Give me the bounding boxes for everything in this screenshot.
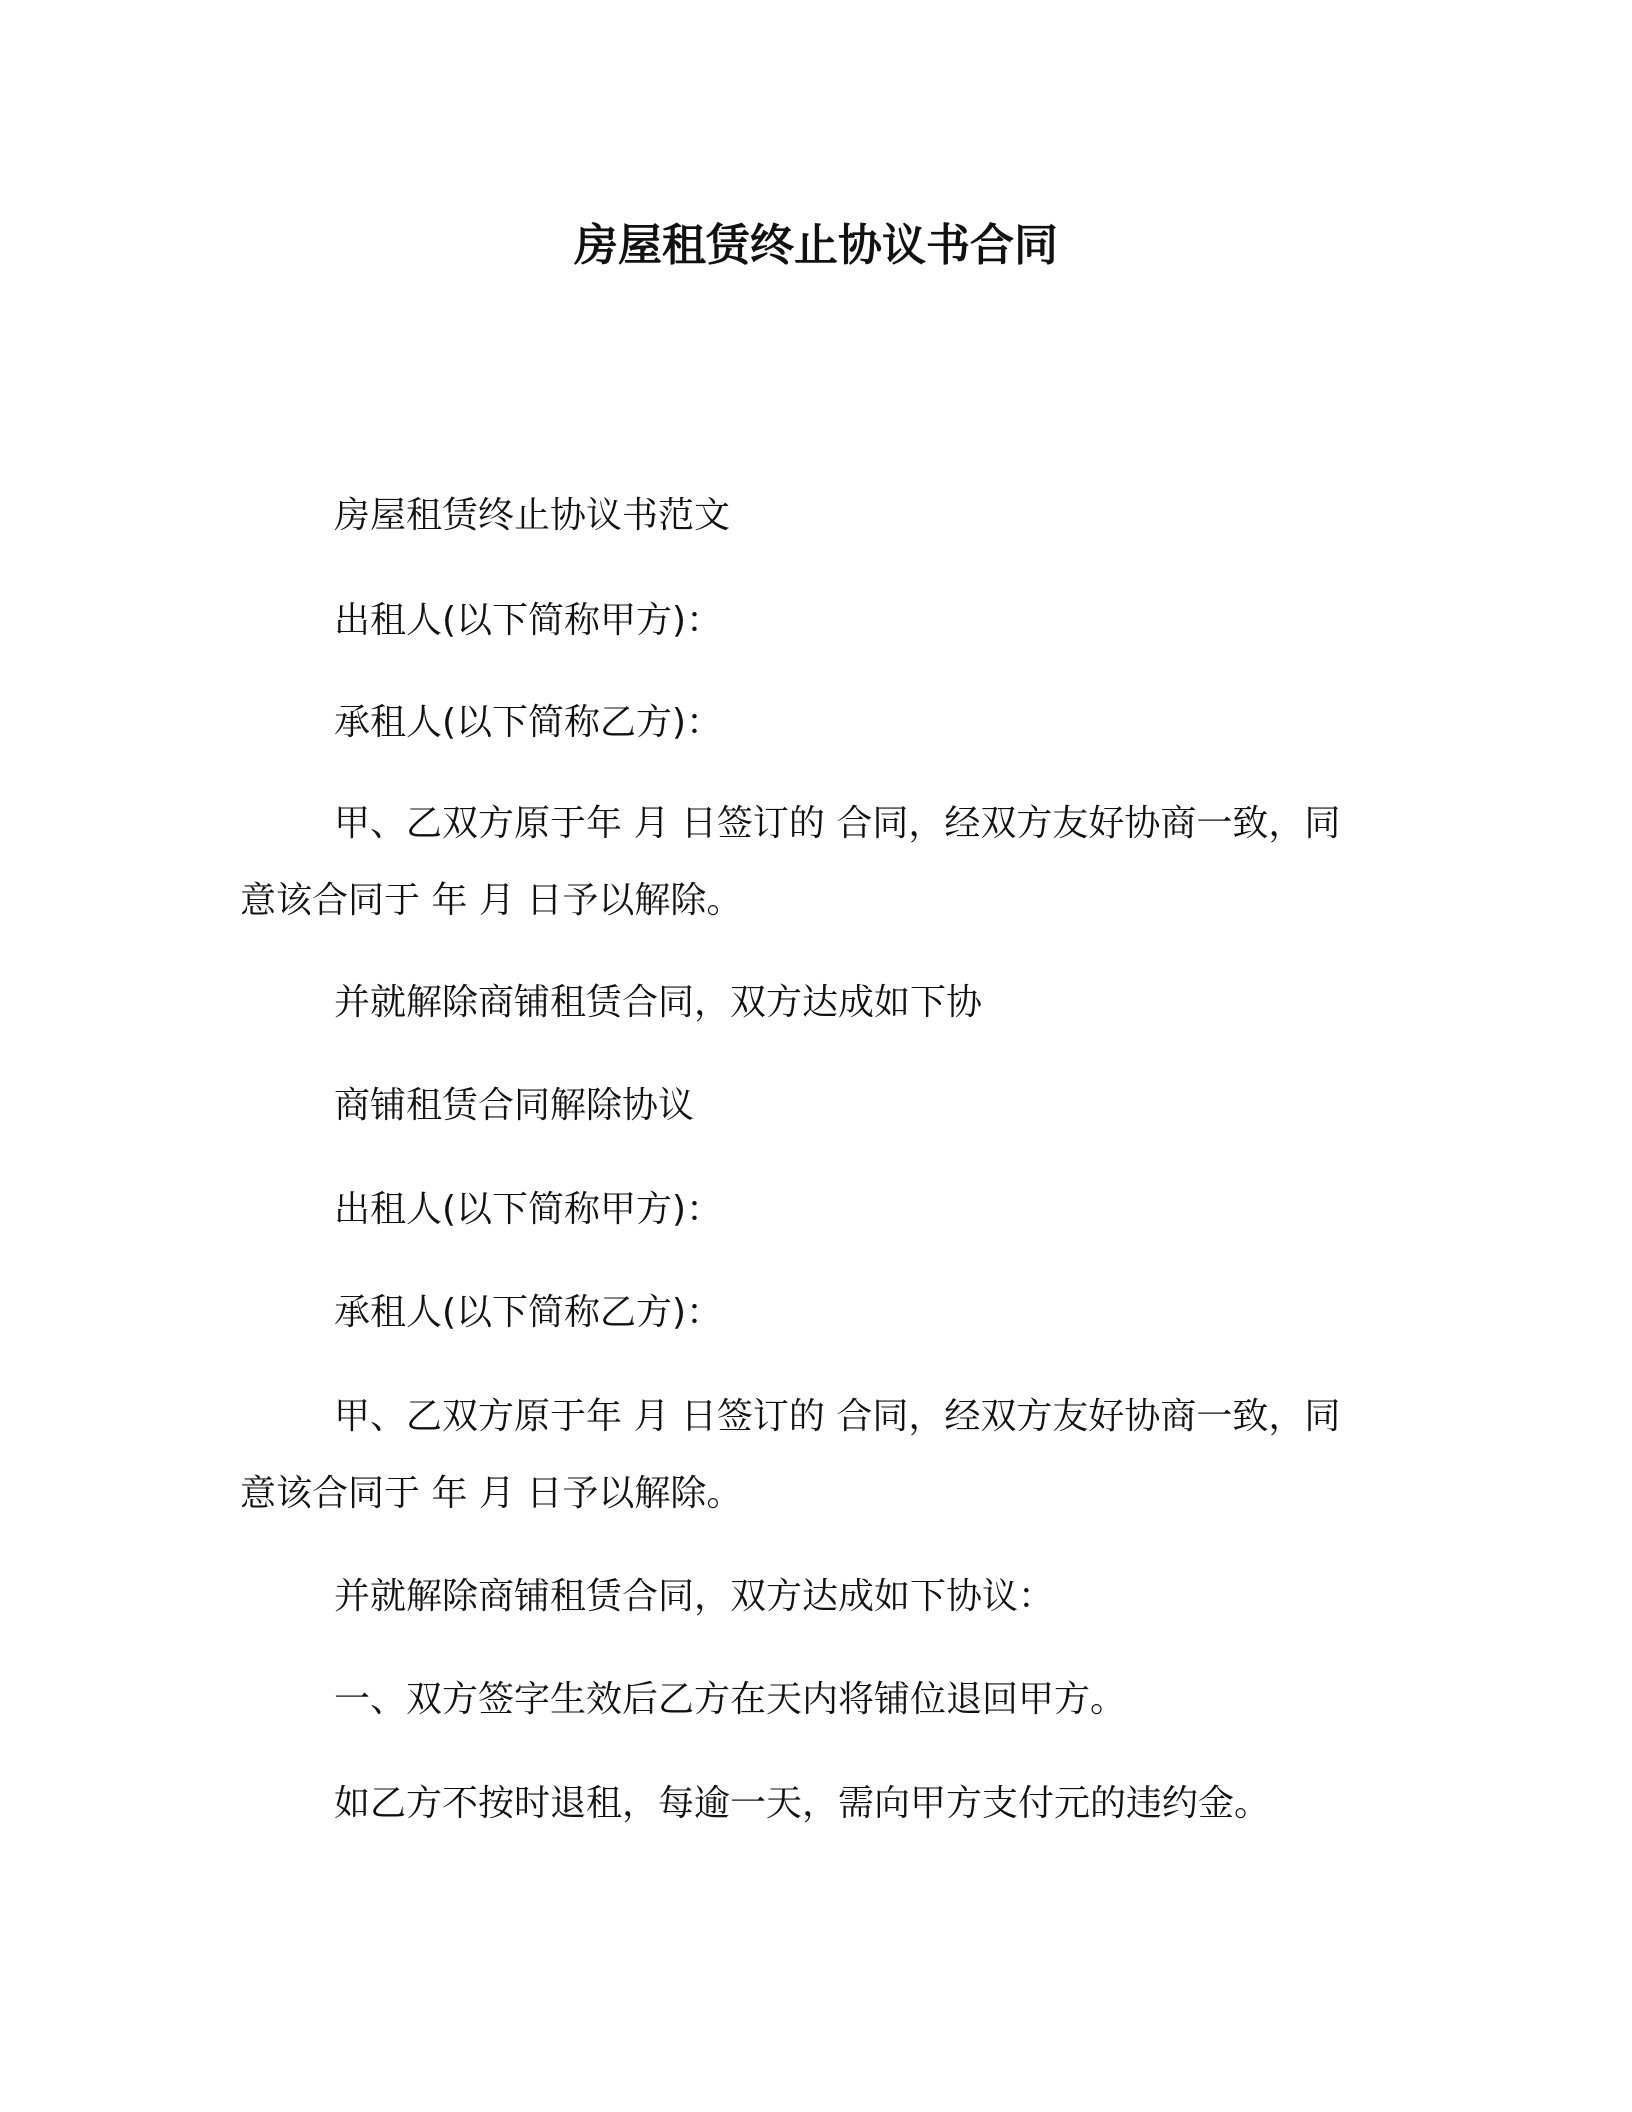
paragraph-agreement-line2 [240, 875, 1400, 927]
paragraph-text: 如乙方不按时退租，每逾一天，需向甲方支付元的违约金。 [334, 1783, 1271, 1824]
paragraph-text: 商铺租赁合同解除协议 [334, 1085, 695, 1126]
paragraph-text: 并就解除商铺租赁合同，双方达成如下协 [334, 982, 983, 1023]
paragraph-text: 承租人(以下简称乙方)： [334, 702, 723, 743]
paragraph-text: 出租人(以下简称甲方)： [334, 1189, 723, 1230]
paragraph-consensus [240, 977, 1400, 1029]
paragraph-penalty [240, 1778, 1400, 1830]
paragraph-consensus-2 [240, 1571, 1400, 1623]
paragraph-lessee-2 [240, 1287, 1400, 1339]
paragraph-lessee [240, 697, 1400, 749]
paragraph-text: 甲、乙双方原于年 月 日签订的 合同，经双方友好协商一致，同 [334, 803, 1341, 844]
paragraph-text: 意该合同于 年 月 日予以解除。 [240, 880, 743, 921]
paragraph-text: 承租人(以下简称乙方)： [334, 1292, 723, 1333]
paragraph-lessor [240, 595, 1400, 647]
paragraph-lessor-2 [240, 1184, 1400, 1236]
paragraph-text: 意该合同于 年 月 日予以解除。 [240, 1473, 743, 1514]
paragraph-text: 并就解除商铺租赁合同，双方达成如下协议： [334, 1576, 1055, 1617]
paragraph-clause-1 [240, 1674, 1400, 1726]
paragraph-text: 甲、乙双方原于年 月 日签订的 合同，经双方友好协商一致，同 [334, 1396, 1341, 1437]
paragraph-subheading [240, 1080, 1400, 1132]
paragraph-heading [240, 490, 1400, 542]
paragraph-text: 一、双方签字生效后乙方在天内将铺位退回甲方。 [334, 1679, 1127, 1720]
paragraph-agreement-line1 [240, 798, 1400, 850]
paragraph-agreement-2-line1 [240, 1391, 1400, 1443]
paragraph-agreement-2-line2 [240, 1468, 1400, 1520]
paragraph-text: 房屋租赁终止协议书范文 [334, 495, 731, 536]
document-title: 房屋租赁终止协议书合同 [574, 220, 1058, 271]
paragraph-text: 出租人(以下简称甲方)： [334, 600, 723, 641]
